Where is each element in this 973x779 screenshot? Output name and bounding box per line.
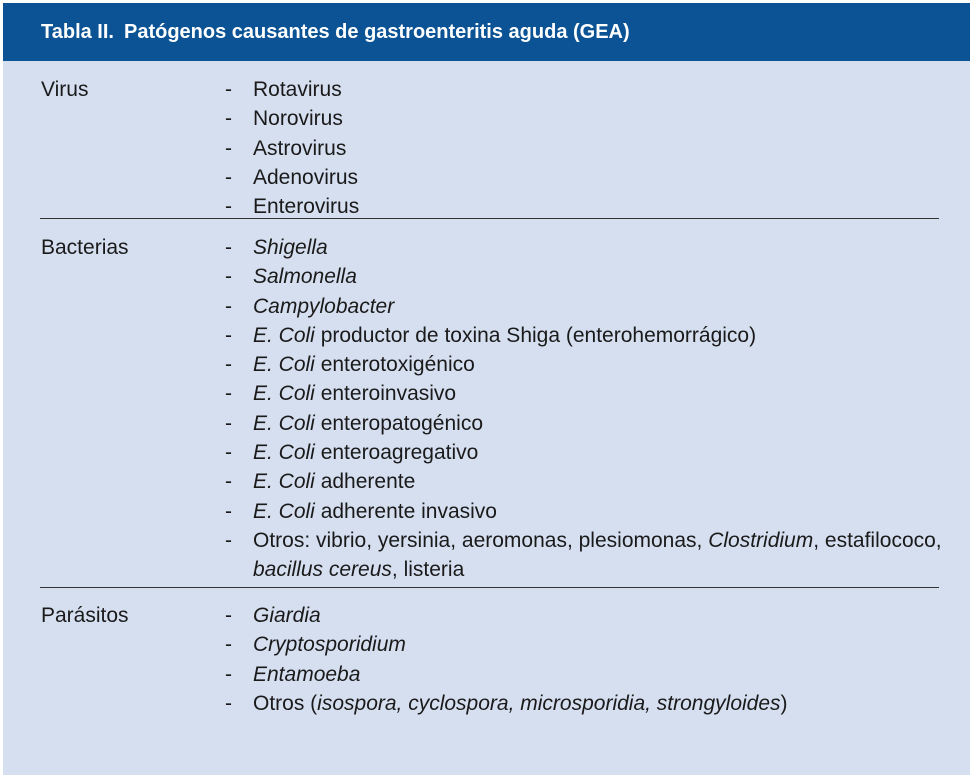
table-title: Patógenos causantes de gastroenteritis aguda (GEA)	[123, 20, 630, 43]
list-dash: -	[225, 662, 232, 686]
list-dash: -	[225, 136, 232, 160]
item-text: )	[780, 691, 788, 715]
list-dash: -	[225, 107, 232, 131]
list-dash: -	[225, 353, 232, 377]
item-text: , listeria	[391, 558, 465, 582]
item-text: adherente	[314, 470, 416, 494]
item-text: E. Coli	[253, 382, 315, 406]
item-text: enterotoxigénico	[314, 353, 475, 377]
item-text: Astrovirus	[253, 136, 347, 160]
section-virus	[3, 75, 970, 218]
item-text: E. Coli	[253, 323, 315, 347]
item-text: adherente invasivo	[314, 499, 497, 523]
list-item	[225, 233, 970, 262]
list-item	[225, 438, 970, 467]
list-dash: -	[225, 294, 232, 318]
item-text: E. Coli	[253, 353, 315, 377]
item-text: Salmonella	[253, 265, 357, 289]
table-header	[3, 3, 970, 61]
item-text: E. Coli	[253, 411, 315, 435]
list-dash: -	[225, 633, 232, 657]
pathogen-list	[225, 233, 970, 587]
item-text: Clostridium	[708, 528, 814, 552]
item-text: Shigella	[253, 236, 328, 259]
section-parasitos	[3, 588, 970, 718]
item-text: Rotavirus	[253, 78, 342, 101]
list-item	[225, 321, 970, 350]
item-text: , estafilococo,	[813, 528, 942, 552]
item-text: Otros: vibrio, yersinia, aeromonas, plesiomonas,	[253, 528, 709, 552]
list-dash: -	[225, 499, 232, 523]
item-text: isospora, cyclospora, microsporidia, strongyloides	[317, 691, 781, 715]
list-item	[225, 467, 970, 496]
item-text: enteroagregativo	[314, 441, 479, 465]
list-item	[225, 689, 788, 718]
item-text: Enterovirus	[253, 195, 360, 219]
list-dash: -	[225, 382, 232, 406]
category-label: Parásitos	[41, 604, 129, 627]
list-item	[225, 262, 970, 291]
item-text: Cryptosporidium	[253, 633, 406, 657]
item-text: Giardia	[253, 604, 321, 627]
item-text: E. Coli	[253, 441, 315, 465]
item-text: enteropatogénico	[314, 411, 483, 435]
item-text: E. Coli	[253, 499, 315, 523]
list-dash: -	[225, 323, 232, 347]
list-dash: -	[225, 165, 232, 189]
list-dash: -	[225, 411, 232, 435]
list-dash: -	[225, 691, 232, 715]
list-dash: -	[225, 528, 232, 552]
item-text: bacillus cereus	[253, 558, 392, 582]
list-dash: -	[225, 470, 232, 494]
category-label: Virus	[41, 78, 89, 101]
list-item	[225, 409, 970, 438]
list-dash: -	[225, 78, 232, 101]
list-item	[225, 379, 970, 408]
list-dash: -	[225, 441, 232, 465]
pathogen-table	[3, 3, 970, 775]
list-item	[225, 104, 359, 133]
list-item	[225, 601, 788, 630]
item-text: Otros (	[253, 691, 318, 715]
list-dash: -	[225, 236, 232, 259]
list-item	[225, 75, 359, 104]
item-text: Campylobacter	[253, 294, 395, 318]
list-item	[225, 163, 359, 192]
table-number: Tabla II.	[41, 20, 114, 43]
pathogen-list	[225, 75, 359, 218]
list-item	[225, 350, 970, 379]
item-text: productor de toxina Shiga (enterohemorrágico)	[314, 323, 757, 347]
item-text: Norovirus	[253, 107, 343, 131]
list-dash: -	[225, 604, 232, 627]
section-bacterias	[3, 219, 970, 587]
list-item	[225, 526, 970, 585]
item-text: Adenovirus	[253, 165, 359, 189]
item-text: Entamoeba	[253, 662, 361, 686]
list-item	[225, 292, 970, 321]
table-body	[3, 61, 970, 718]
list-dash: -	[225, 265, 232, 289]
item-text: E. Coli	[253, 470, 315, 494]
pathogen-list	[225, 601, 788, 718]
category-label: Bacterias	[41, 236, 129, 259]
item-text: enteroinvasivo	[314, 382, 457, 406]
list-item	[225, 134, 359, 163]
list-item	[225, 660, 788, 689]
list-dash: -	[225, 195, 232, 219]
list-item	[225, 630, 788, 659]
list-item	[225, 497, 970, 526]
